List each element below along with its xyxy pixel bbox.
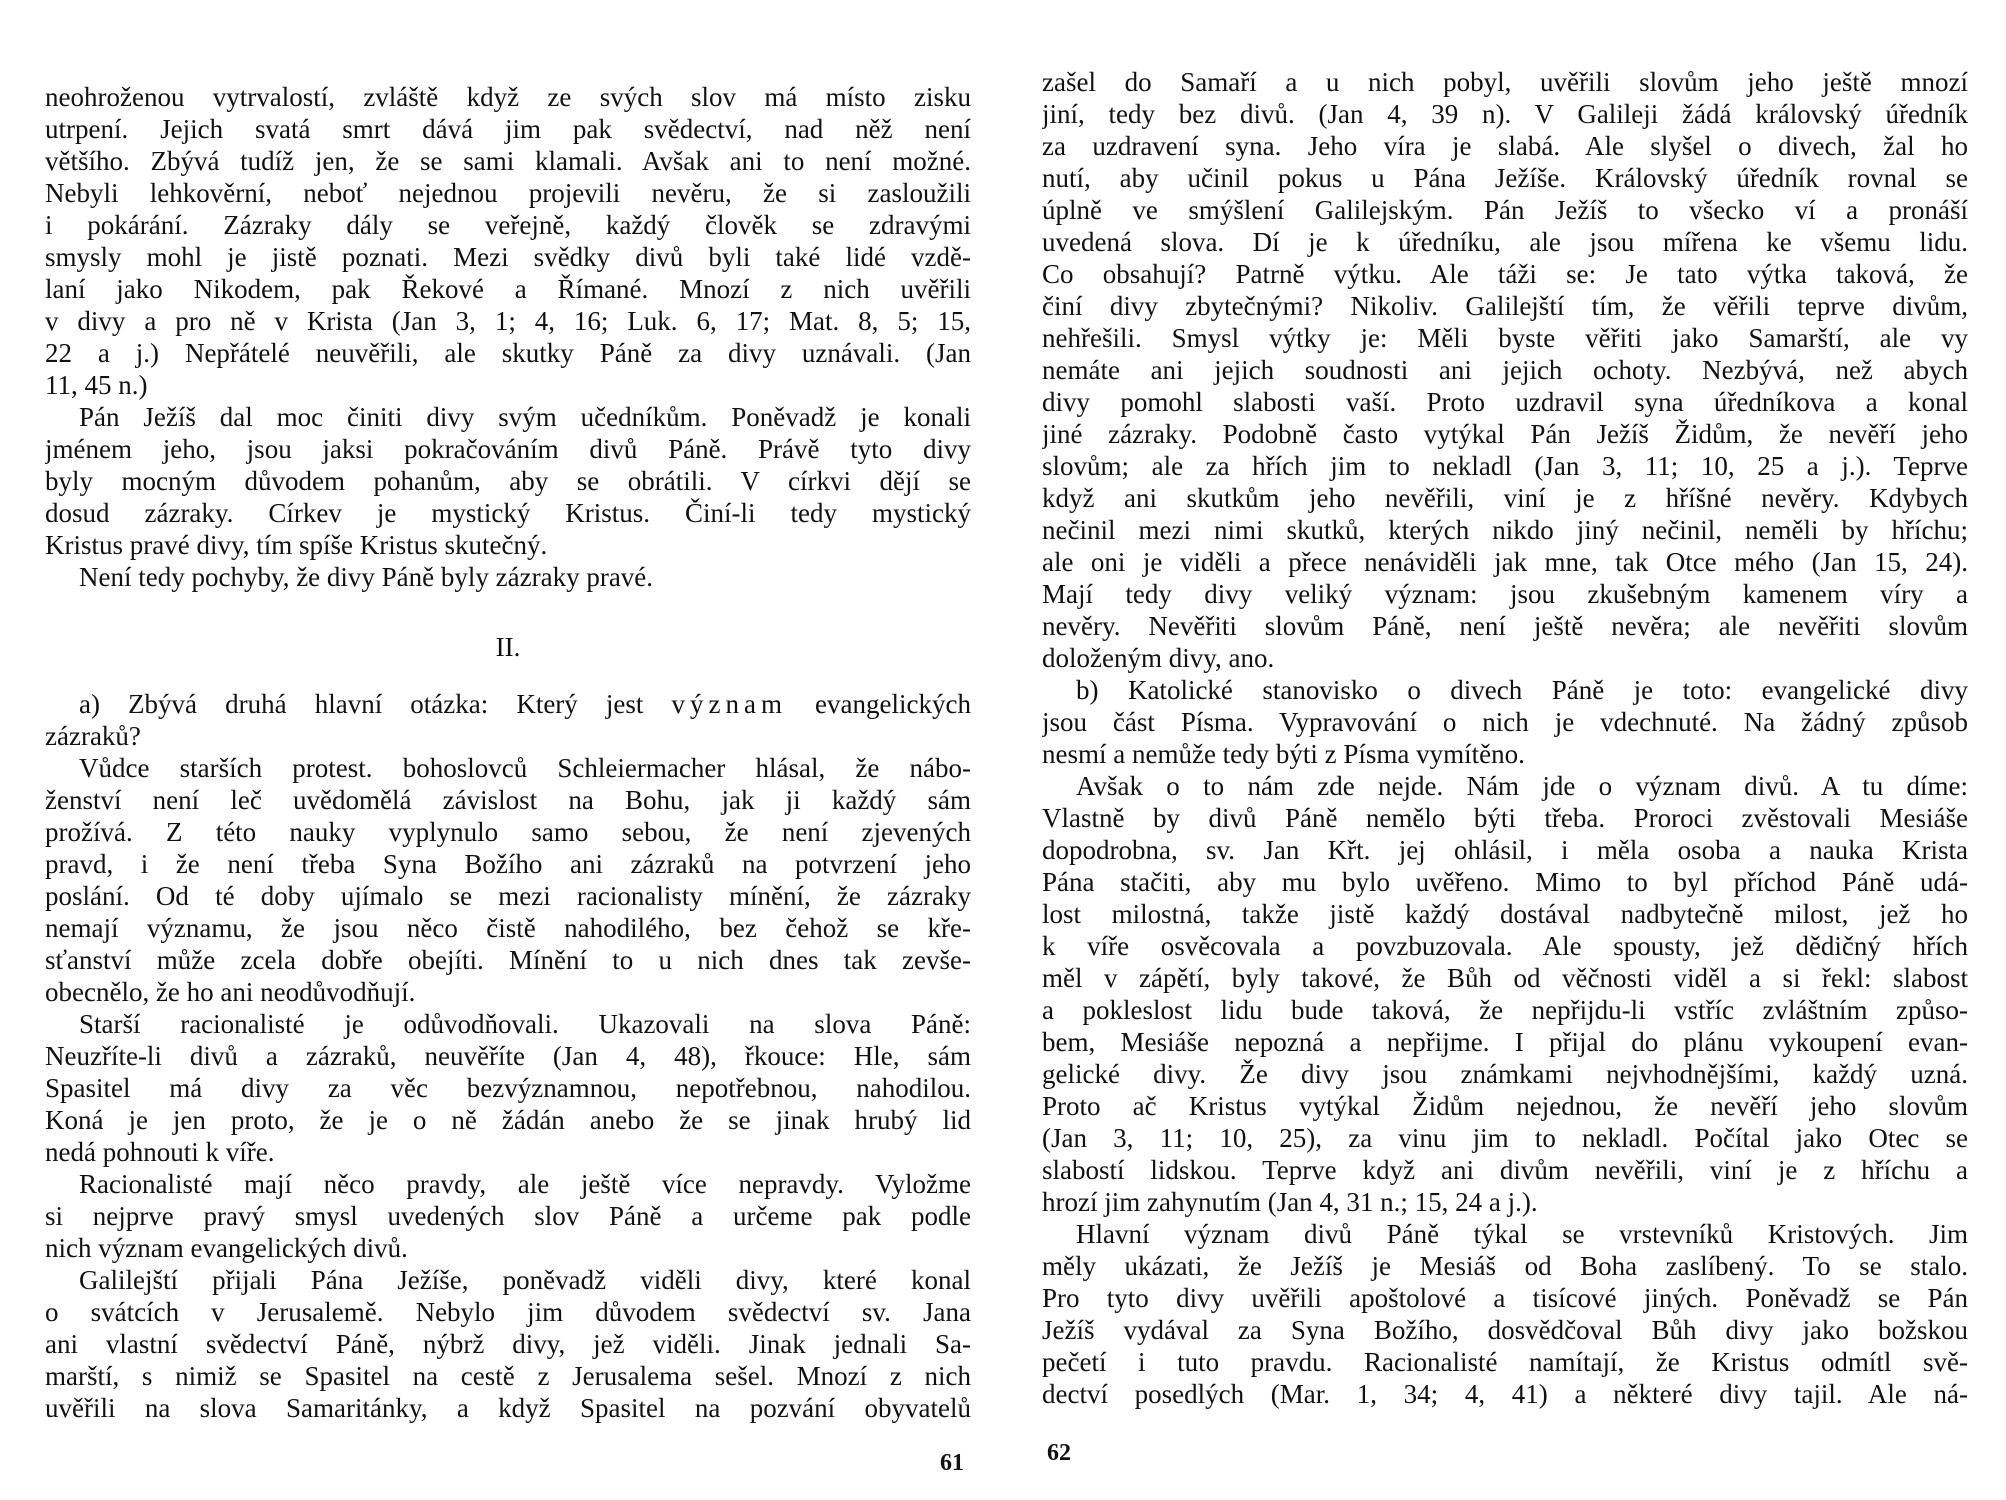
paragraph (1042, 770, 1968, 1218)
text-line: Mají tedy divy veliký význam: jsou zkušebným kamenem víry a (1042, 579, 1968, 609)
text-line: Starší racionalisté je odůvodňovali. Ukazovali na slova Páně: (79, 1009, 971, 1039)
text-line: si nejprve pravý smysl uvedených slov Páně a určeme pak podle (45, 1201, 971, 1231)
text-line: divy pomohl slabosti vaší. Proto uzdravil syna úředníkova a konal (1042, 387, 1968, 417)
text-line: poslání. Od té doby ujímalo se mezi racionalisty mínění, že zázraky (45, 881, 971, 911)
text-line: 22 a j.) Nepřátelé neuvěřili, ale skutky Páně za divy uznávali. (Jan (45, 338, 971, 368)
text-line: většího. Zbývá tudíž jen, že se sami klamali. Avšak ani to není možné. (45, 146, 971, 176)
text-line: doloženým divy, ano. (1042, 643, 1275, 673)
text-segment: evangelických (786, 689, 971, 719)
text-line: Vlastně by divů Páně nemělo býti třeba. Proroci zvěstovali Mesiáše (1042, 803, 1968, 833)
text-line: Pán Ježíš dal moc činiti divy svým učedníkům. Poněvadž je konali (79, 402, 971, 432)
text-line: v divy a pro ně v Krista (Jan 3, 1; 4, 16; Luk. 6, 17; Mat. 8, 5; 15, (45, 306, 971, 336)
text-line: obecnělo, že ho ani neodůvodňují. (45, 977, 416, 1007)
text-line: ženství není leč uvědomělá závislost na Bohu, jak ji každý sám (45, 785, 971, 815)
text-line: Racionalisté mají něco pravdy, ale ještě více nepravdy. Vyložme (79, 1169, 971, 1199)
text-line: jsou část Písma. Vypravování o nich je vdechnuté. Na žádný způsob (1042, 707, 1968, 737)
text-line: když ani skutkům jeho nevěřili, viní je z hříšné nevěry. Kdybych (1042, 483, 1968, 513)
text-line: Proto ač Kristus vytýkal Židům nejednou, že nevěří jeho slovům (1042, 1091, 1968, 1121)
text-line: nedá pohnouti k víře. (45, 1137, 275, 1167)
text-line: ani vlastní svědectví Páně, nýbrž divy, jež viděli. Jinak jednali Sa- (45, 1329, 971, 1359)
text-line: úplně ve smýšlení Galilejským. Pán Ježíš to všecko ví a pronáší (1042, 195, 1968, 225)
emphasized-word: význam (671, 689, 787, 719)
paragraph (45, 401, 971, 561)
text-line: 11, 45 n.) (45, 370, 148, 400)
paragraph (45, 81, 971, 401)
text-line: uvěřili na slova Samaritánky, a když Spasitel na pozvání obyvatelů (45, 1393, 971, 1423)
text-line: činí divy zbytečnými? Nikoliv. Galilejští tím, že věřili teprve divům, (1042, 291, 1968, 321)
text-line: smysly mohl je jistě poznati. Mezi svědky divů byli také lidé vzdě- (45, 242, 971, 272)
text-line: pečetí i tuto pravdu. Racionalisté namítají, že Kristus odmítl svě- (1042, 1347, 1968, 1377)
text-line: Kristus pravé divy, tím spíše Kristus skutečný. (45, 530, 548, 560)
paragraph (1042, 66, 1968, 674)
text-line: zázraků? (45, 721, 141, 751)
text-line: Spasitel má divy za věc bezvýznamnou, nepotřebnou, nahodilou. (45, 1073, 971, 1103)
paragraph (45, 1264, 971, 1424)
text-line: nevěry. Nevěřiti slovům Páně, není ještě nevěra; ale nevěřiti slovům (1042, 611, 1968, 641)
text-line: Nebyli lehkověrní, neboť nejednou projevili nevěru, že si zasloužili (45, 178, 971, 208)
text-line: dectví posedlých (Mar. 1, 34; 4, 41) a některé divy tajil. Ale ná- (1042, 1379, 1968, 1409)
paragraph (45, 752, 971, 1008)
text-line: sťanství může zcela dobře obejíti. Mínění to u nich dnes tak zevše- (45, 945, 971, 975)
text-line: zašel do Samaří a u nich pobyl, uvěřili slovům jeho ještě mnozí (1042, 67, 1968, 97)
text-line: uvedená slova. Dí je k úředníku, ale jsou mířena ke všemu lidu. (1042, 227, 1968, 257)
text-line: za uzdravení syna. Jeho víra je slabá. Ale slyšel o divech, žal ho (1042, 131, 1968, 161)
text-line: Hlavní význam divů Páně týkal se vrstevníků Kristových. Jim (1076, 1219, 1968, 1249)
paragraph (45, 1168, 971, 1264)
text-line: jiné zázraky. Podobně často vytýkal Pán Ježíš Židům, že nevěří jeho (1042, 419, 1968, 449)
text-line: jiní, tedy bez divů. (Jan 4, 39 n). V Galileji žádá královský úředník (1042, 99, 1968, 129)
text-line: nich význam evangelických divů. (45, 1233, 408, 1263)
text-line: Vůdce starších protest. bohoslovců Schleiermacher hlásal, že nábo- (79, 753, 971, 783)
text-line: jménem jeho, jsou jaksi pokračováním divů Páně. Právě tyto divy (45, 434, 971, 464)
text-line: o svátcích v Jerusalemě. Nebylo jim důvodem svědectví sv. Jana (45, 1297, 971, 1327)
text-line: Pro tyto divy uvěřili apoštolové a tisícové jiných. Poněvadž se Pán (1042, 1283, 1968, 1313)
text-line: Pána stačiti, aby mu bylo uvěřeno. Mimo to byl příchod Páně udá- (1042, 867, 1968, 897)
text-line: nemají významu, že jsou něco čistě nahodilého, bez čehož se kře- (45, 913, 971, 943)
text-line: nesmí a nemůže tedy býti z Písma vymítěno. (1042, 739, 1525, 769)
text-line: nečinil mezi nimi skutků, kterých nikdo jiný nečinil, neměli by hříchu; (1042, 515, 1968, 545)
left-page-text (45, 81, 971, 1424)
text-line: Avšak o to nám zde nejde. Nám jde o význam divů. A tu díme: (1076, 771, 1968, 801)
text-line: Co obsahují? Patrně výtku. Ale táži se: Je tato výtka taková, že (1042, 259, 1968, 289)
text-line: ale oni je viděli a přece nenáviděli jak mne, tak Otce mého (Jan 15, 24). (1042, 547, 1968, 577)
text-line: Galilejští přijali Pána Ježíše, poněvadž viděli divy, které konal (79, 1265, 971, 1295)
text-line: lost milostná, takže jistě každý dostával nadbytečně milost, jež ho (1042, 899, 1968, 929)
text-line: Koná je jen proto, že je o ně žádán anebo že se jinak hrubý lid (45, 1105, 971, 1135)
section-heading: II. (495, 632, 521, 662)
text-line: nehřešili. Smysl výtky je: Měli byste věřiti jako Samarští, ale vy (1042, 323, 1968, 353)
text-line: měly ukázati, že Ježíš je Mesiáš od Boha zaslíbený. To se stalo. (1042, 1251, 1968, 1281)
text-line: neohroženou vytrvalostí, zvláště když ze svých slov má místo zisku (45, 82, 971, 112)
text-segment: a) Zbývá druhá hlavní otázka: Který jest (79, 689, 672, 719)
text-line: k víře osvěcovala a povzbuzovala. Ale spousty, jež dědičný hřích (1042, 931, 1968, 961)
text-line: měl v zápětí, byly takové, že Bůh od věčnosti viděl a si řekl: slabost (1042, 963, 1968, 993)
text-line: nutí, aby učinil pokus u Pána Ježíše. Královský úředník rovnal se (1042, 163, 1968, 193)
text-line: hrozí jim zahynutím (Jan 4, 31 n.; 15, 24 a j.). (1042, 1187, 1538, 1217)
paragraph (1042, 1218, 1968, 1410)
text-line: b) Katolické stanovisko o divech Páně je toto: evangelické divy (1076, 675, 1968, 705)
text-line: i pokárání. Zázraky dály se veřejně, každý člověk se zdravými (45, 210, 971, 240)
paragraph (45, 561, 971, 593)
text-line: dosud zázraky. Církev je mystický Kristus. Činí-li tedy mystický (45, 498, 971, 528)
text-line: slabostí lidskou. Teprve když ani divům nevěřili, viní je z hříchu a (1042, 1155, 1968, 1185)
right-page (1003, 0, 2006, 1500)
text-line: bem, Mesiáše nepozná a nepřijme. I přijal do plánu vykoupení evan- (1042, 1027, 1968, 1057)
text-line: marští, s nimiž se Spasitel na cestě z Jerusalema sešel. Mnozí z nich (45, 1361, 971, 1391)
right-page-text (1042, 66, 1968, 1410)
text-line: prožívá. Z této nauky vyplynulo samo sebou, že není zjevených (45, 817, 971, 847)
paragraph (45, 688, 971, 752)
page-number-right: 62 (1047, 1440, 1071, 1466)
text-line: Ježíš vydával za Syna Božího, dosvědčoval Bůh divy jako božskou (1042, 1315, 1968, 1345)
page-number-left: 61 (940, 1450, 964, 1476)
text-line: gelické divy. Že divy jsou známkami nejvhodnějšími, každý uzná. (1042, 1059, 1968, 1089)
paragraph (1042, 674, 1968, 770)
text-line: Není tedy pochyby, že divy Páně byly zázraky pravé. (79, 562, 654, 592)
text-line: pravd, i že není třeba Syna Božího ani zázraků na potvrzení jeho (45, 849, 971, 879)
text-line: nemáte ani jejich soudnosti ani jejich ochoty. Nezbývá, než abych (1042, 355, 1968, 385)
text-line: byly mocným důvodem pohanům, aby se obrátili. V církvi dějí se (45, 466, 971, 496)
text-line: Neuzříte-li divů a zázraků, neuvěříte (Jan 4, 48), řkouce: Hle, sám (45, 1041, 971, 1071)
text-line: laní jako Nikodem, pak Řekové a Římané. Mnozí z nich uvěřili (45, 274, 971, 304)
text-line (45, 688, 971, 720)
text-line: a pokleslost lidu bude taková, že nepřijdu-li vstříc zvláštním způso- (1042, 995, 1968, 1025)
text-line: (Jan 3, 11; 10, 25), za vinu jim to nekladl. Počítal jako Otec se (1042, 1123, 1968, 1153)
paragraph (45, 1008, 971, 1168)
text-line: slovům; ale za hřích jim to nekladl (Jan 3, 11; 10, 25 a j.). Teprve (1042, 451, 1968, 481)
text-line: dopodrobna, sv. Jan Křt. jej ohlásil, i měla osoba a nauka Krista (1042, 835, 1968, 865)
text-line: utrpení. Jejich svatá smrt dává jim pak svědectví, nad něž není (45, 114, 971, 144)
